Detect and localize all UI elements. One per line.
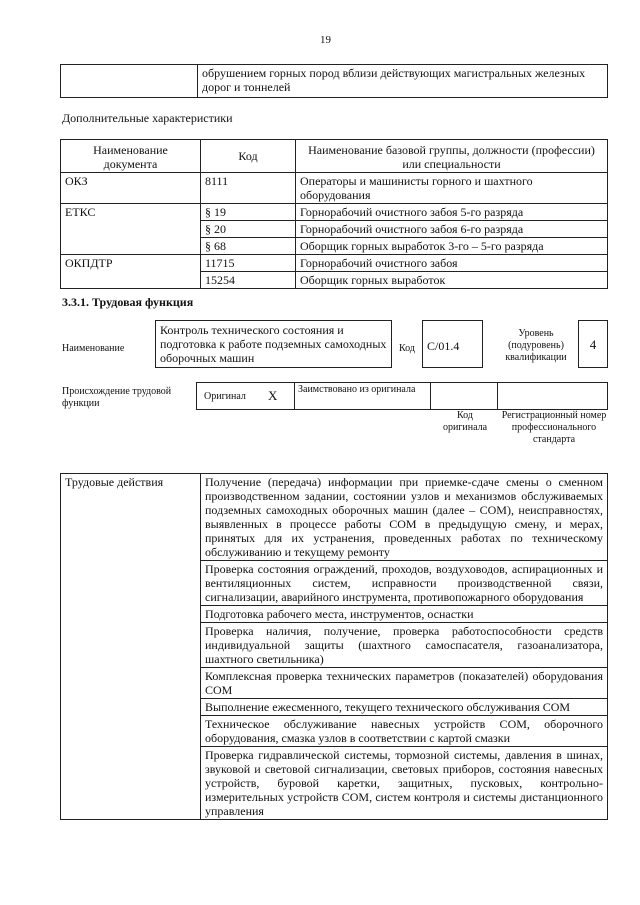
- top-table-text: обрушением горных пород вблизи действующих магистральных железных дорог и тоннелей: [198, 65, 608, 98]
- additional-title: Дополнительные характеристики: [62, 111, 233, 125]
- name-label: Наименование: [62, 343, 125, 354]
- action-item: Получение (передача) информации при приемке-сдаче смены о сменном производственном задании, состоянии узлов и механизмов обслуживаемых подземных самоходных оборочных машин (далее – СОМ), неисправностях, выявленных в процессе работы СОМ в предыдущую смену, и мерах, принятых для их устранения, проведенных работах по техническому обслуживанию и текущему ремонту: [201, 474, 608, 561]
- action-item: Проверка гидравлической системы, тормозной системы, давления в шинах, звуковой и световой сигнализации, световых приборов, состояния навесных устройств, буровой каретки, защитных, пусковых, контрольно-измерительных устройств СОМ, систем контроля и системы дистанционного управления: [201, 747, 608, 820]
- code-caption: Код оригинала: [442, 410, 488, 433]
- actions-label: Трудовые действия: [61, 474, 201, 820]
- page-number: 19: [320, 34, 331, 46]
- header-document: Наименование документа: [61, 140, 201, 173]
- function-name-box: Контроль технического состояния и подготовка к работе подземных самоходных оборочных машин: [155, 320, 392, 368]
- header-group: Наименование базовой группы, должности (профессии) или специальности: [296, 140, 608, 173]
- row-name: Горнорабочий очистного забоя 5-го разряда: [296, 204, 608, 221]
- additional-table: [60, 139, 608, 289]
- level-label: Уровень (подуровень) квалификации: [505, 328, 567, 363]
- code-label: Код: [399, 343, 415, 354]
- row-name: Операторы и машинисты горного и шахтного оборудования: [296, 173, 608, 204]
- action-item: Техническое обслуживание навесных устройств СОМ, оборочного оборудования, смазка узлов в соответствии с картой смазки: [201, 716, 608, 747]
- level-box: 4: [578, 320, 608, 368]
- header-code: Код: [201, 140, 296, 173]
- row-code: § 68: [201, 238, 296, 255]
- original-label: Оригинал: [204, 391, 246, 402]
- reg-caption: Регистрационный номер профессионального стандарта: [501, 410, 607, 445]
- row-name: Горнорабочий очистного забоя: [296, 255, 608, 272]
- row-name: Оборщик горных выработок 3-го – 5-го разряда: [296, 238, 608, 255]
- origin-divider: [430, 382, 431, 410]
- action-item: Подготовка рабочего места, инструментов, оснастки: [201, 606, 608, 623]
- origin-divider: [497, 382, 498, 410]
- top-table: [60, 64, 608, 98]
- row-code: 8111: [201, 173, 296, 204]
- origin-divider: [294, 382, 295, 410]
- row-code: 15254: [201, 272, 296, 289]
- original-mark: X: [268, 388, 278, 403]
- row-code: § 20: [201, 221, 296, 238]
- row-code: § 19: [201, 204, 296, 221]
- action-item: Комплексная проверка технических параметров (показателей) оборудования СОМ: [201, 668, 608, 699]
- top-table-empty-cell: [61, 65, 198, 98]
- action-item: Выполнение ежесменного, текущего технического обслуживания СОМ: [201, 699, 608, 716]
- row-doc: ОКПДТР: [61, 255, 201, 289]
- function-code-box: С/01.4: [422, 320, 483, 368]
- row-doc: ЕТКС: [61, 204, 201, 255]
- row-code: 11715: [201, 255, 296, 272]
- row-name: Оборщик горных выработок: [296, 272, 608, 289]
- actions-table: [60, 473, 608, 820]
- action-item: Проверка состояния ограждений, проходов, воздуховодов, аспирационных и вентиляционных систем, исправности производственной связи, сигнализации, аварийного инструмента, противопожарного оборудования: [201, 561, 608, 606]
- row-name: Горнорабочий очистного забоя 6-го разряда: [296, 221, 608, 238]
- origin-box: [196, 382, 608, 410]
- row-doc: ОКЗ: [61, 173, 201, 204]
- origin-label: Происхождение трудовой функции: [62, 386, 172, 409]
- borrowed-label: Заимствовано из оригинала: [298, 384, 416, 395]
- function-heading: 3.3.1. Трудовая функция: [62, 295, 194, 309]
- action-item: Проверка наличия, получение, проверка работоспособности средств индивидуальной защиты (шахтного самоспасателя, газоанализатора, шахтного светильника): [201, 623, 608, 668]
